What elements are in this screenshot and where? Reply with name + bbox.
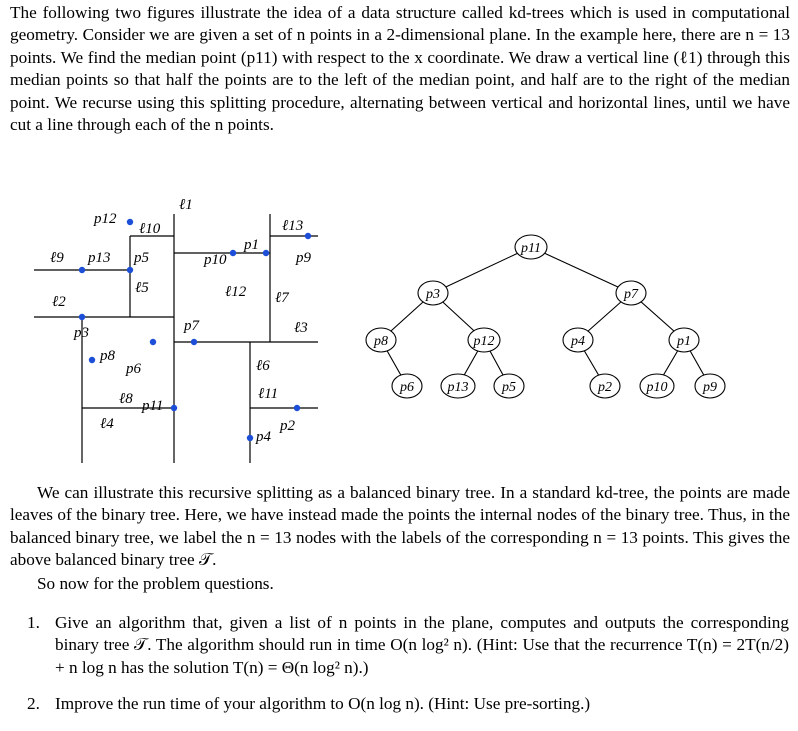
label-p8: p8 [100, 348, 115, 364]
question-number: 2. [27, 694, 40, 713]
point-p13 [79, 267, 85, 273]
point-p2 [294, 405, 300, 411]
label-l2: ℓ2 [52, 294, 66, 310]
point-p6 [150, 339, 156, 345]
label-p4: p4 [256, 429, 271, 445]
node-label-root: p11 [521, 241, 541, 256]
label-l13: ℓ13 [282, 218, 304, 234]
point-p12 [127, 219, 133, 225]
label-l12: ℓ12 [225, 284, 247, 300]
node-label: p8 [374, 334, 388, 349]
node-label: p10 [646, 380, 668, 395]
question-2 [27, 693, 789, 715]
label-p3: p3 [74, 325, 89, 341]
intro-paragraph: The following two figures illustrate the idea of a data structure called kd-trees which is used in computational geometry. Consider we are given a set of n points in a 2-dimensional plane. In the example here, there are n = 13 points. We find the median point (p11) with respect to the x coordinate. We draw a vertical line (ℓ1) through this median points so that half the points are to the left of the median point, and half are to the right of the median point. We recurse using this splitting procedure, alternating between vertical and horizontal lines, until we have cut a line through each of the n points. [10, 3, 790, 135]
node-label: p3 [426, 287, 440, 302]
point-p10 [230, 250, 236, 256]
label-p7: p7 [184, 318, 199, 334]
node-label: p13 [447, 380, 469, 395]
label-p1: p1 [244, 237, 259, 253]
question-text: Improve the run time of your algorithm to O(n log n). (Hint: Use pre-sorting.) [55, 694, 591, 713]
label-l11: ℓ11 [258, 386, 279, 402]
node-label: p4 [571, 334, 585, 349]
explanation-paragraph: We can illustrate this recursive splitting as a balanced binary tree. In a standard kd-tree, the points are made leaves of the binary tree. Here, we have instead made the points the internal nodes of the binary tree. Thus, in the balanced binary tree, we label the n = 13 nodes with the labels of the corresponding n = 13 points. This gives the above balanced binary tree 𝒯. [10, 483, 790, 570]
label-l1: ℓ1 [179, 197, 193, 213]
label-p13: p13 [88, 250, 111, 266]
label-l9: ℓ9 [50, 250, 64, 266]
node-label: p12 [473, 334, 495, 349]
label-p9: p9 [296, 250, 311, 266]
label-l3: ℓ3 [294, 320, 308, 336]
tree-edges [381, 247, 710, 386]
label-p5: p5 [134, 250, 149, 266]
label-l8: ℓ8 [119, 391, 133, 407]
node-label: p2 [598, 380, 612, 395]
label-l4: ℓ4 [100, 416, 114, 432]
node-label: p5 [502, 380, 516, 395]
label-p10: p10 [204, 252, 227, 268]
tree-nodes [366, 235, 725, 398]
label-l7: ℓ7 [275, 290, 289, 306]
question-number: 1. [27, 613, 40, 632]
node-label: p1 [677, 334, 691, 349]
label-p11: p11 [142, 398, 164, 414]
label-l10: ℓ10 [139, 221, 161, 237]
point-p8 [89, 357, 95, 363]
question-1 [27, 612, 789, 679]
point-p3 [79, 314, 85, 320]
point-p9 [305, 233, 311, 239]
node-label: p6 [400, 380, 414, 395]
label-p2: p2 [280, 418, 295, 434]
node-label: p9 [703, 380, 717, 395]
point-p1 [263, 250, 269, 256]
point-p11 [171, 405, 177, 411]
question-text: Give an algorithm that, given a list of n points in the plane, computes and outputs the corresponding binary tree 𝒯. The algorithm should run in time O(n log² n). (Hint: Use that the recurrence T(n) = 2T(n/2) + n log n has the solution T(n) = Θ(n log² n).) [55, 613, 789, 677]
node-label: p7 [624, 287, 638, 302]
label-p6: p6 [126, 361, 141, 377]
so-now-line: So now for the problem questions. [37, 574, 274, 593]
kd-tree-figure [0, 185, 798, 475]
point-p4 [247, 435, 253, 441]
label-l5: ℓ5 [135, 280, 149, 296]
label-l6: ℓ6 [256, 358, 270, 374]
point-p7 [191, 339, 197, 345]
label-p12: p12 [94, 211, 117, 227]
point-p5 [127, 267, 133, 273]
